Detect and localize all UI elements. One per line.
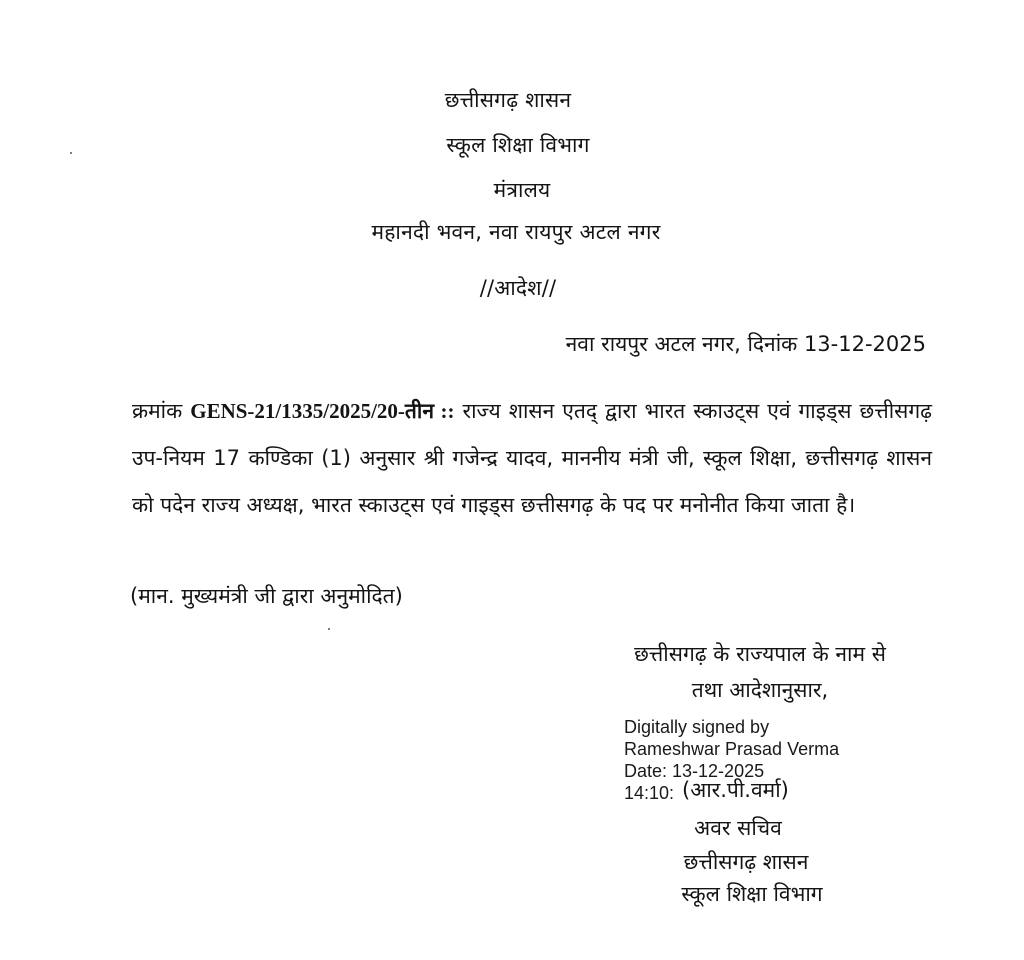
order-body [132,388,932,529]
approval-note: (मान. मुख्यमंत्री जी द्वारा अनुमोदित) [130,584,403,608]
header-department: स्कूल शिक्षा विभाग [446,133,590,157]
scan-speck [70,152,72,154]
ref-label: क्रमांक [132,399,183,423]
signatory-government: छत्तीसगढ़ शासन [683,850,809,874]
closing-block [560,636,960,708]
header-ministry: मंत्रालय [493,178,551,202]
header-address: महानदी भवन, नवा रायपुर अटल नगर [371,220,661,244]
order-text: राज्य शासन एतद् द्वारा भारत स्काउट्स एवं गाइड्स छत्तीसगढ़ उप-नियम 17 कण्डिका (1) अनुसार श्री गजेन्द्र यादव, माननीय मंत्री जी, स्कूल शिक्षा, छत्तीसगढ़ शासन को पदेन राज्य अध्यक्ष, भारत स्काउट्स एवं गाइड्स छत्तीसगढ़ के पद पर मनोनीत किया जाता है। [132,399,932,517]
signatory-name: (आर.पी.वर्मा) [682,778,789,802]
digital-signature-line-3: Date: 13-12-2025 [624,761,765,781]
closing-line-2: तथा आदेशानुसार, [691,678,829,702]
signatory-department: स्कूल शिक्षा विभाग [681,882,823,906]
digital-signature-line-1: Digitally signed by [624,717,770,737]
order-title: //आदेश// [479,276,557,300]
digital-signature-line-4: 14:10: [624,783,675,803]
closing-line-1: छत्तीसगढ़ के राज्यपाल के नाम से [634,642,886,666]
dateline: नवा रायपुर अटल नगर, दिनांक 13-12-2025 [565,332,926,356]
header-government: छत्तीसगढ़ शासन [444,88,572,112]
digital-signature-line-2: Rameshwar Prasad Verma [624,739,840,759]
ref-number: GENS-21/1335/2025/20-तीन :: [190,399,455,423]
signatory-designation: अवर सचिव [694,816,782,840]
scan-speck [328,628,330,630]
